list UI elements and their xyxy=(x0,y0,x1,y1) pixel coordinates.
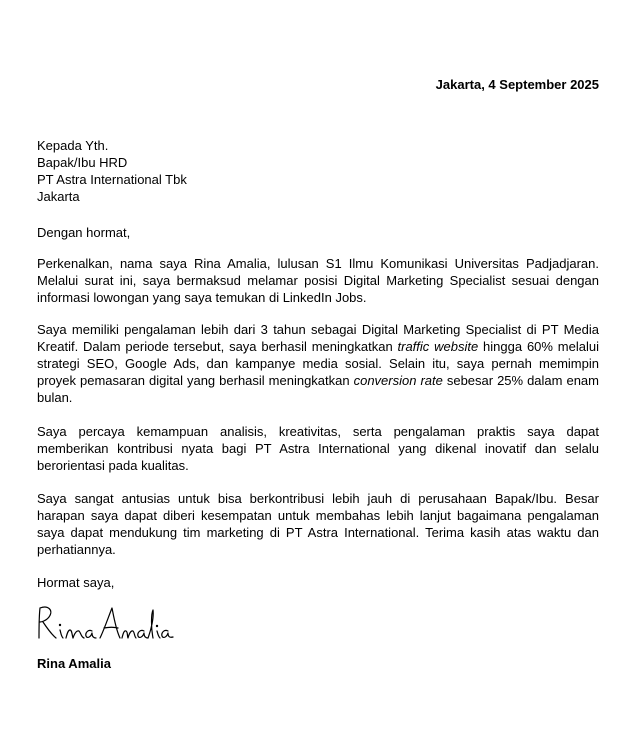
text-span: hingga 60% melalui strategi SEO, Google Ads, dan kampanye media sosial. Selain itu, saya pernah memimpin proyek pemasaran digital yang berhasil meningkatkan xyxy=(37,339,599,388)
italic-term: traffic website xyxy=(397,339,479,354)
paragraph-closing: Saya sangat antusias untuk bisa berkontribusi lebih jauh di perusahaan Bapak/Ibu. Besar harapan saya dapat diberi kesempatan untuk membahas lebih lanjut bagaimana pengalaman saya dapat mendukung tim marketing di PT Astra International. Terima kasih atas waktu dan perhatiannya. xyxy=(37,491,599,557)
italic-term: conversion rate xyxy=(353,373,443,388)
recipient-block xyxy=(37,137,187,205)
signer-name: Rina Amalia xyxy=(37,656,111,671)
greeting: Dengan hormat, xyxy=(37,225,131,240)
paragraph-introduction: Perkenalkan, nama saya Rina Amalia, lulusan S1 Ilmu Komunikasi Universitas Padjadjaran. Melalui surat ini, saya bermaksud melamar posisi Digital Marketing Specialist sesuai dengan informasi lowongan yang saya temukan di LinkedIn Jobs. xyxy=(37,256,599,305)
letter-date: Jakarta, 4 September 2025 xyxy=(435,77,599,92)
recipient-line: Bapak/Ibu HRD xyxy=(37,155,128,170)
recipient-line: Kepada Yth. xyxy=(37,138,109,153)
handwritten-signature xyxy=(30,600,180,648)
closing-salutation: Hormat saya, xyxy=(37,575,115,590)
recipient-line: Jakarta xyxy=(37,189,80,204)
paragraph-experience xyxy=(37,321,599,406)
text-span: sebesar 25% dalam enam bulan. xyxy=(37,373,599,405)
recipient-line: PT Astra International Tbk xyxy=(37,172,187,187)
paragraph-contribution: Saya percaya kemampuan analisis, kreativitas, serta pengalaman praktis saya dapat memberikan kontribusi nyata bagi PT Astra International yang dikenal inovatif dan selalu berorientasi pada kualitas. xyxy=(37,424,599,473)
text-span: Saya memiliki pengalaman lebih dari 3 tahun sebagai Digital Marketing Specialist di PT Media Kreatif. Dalam periode tersebut, saya berhasil meningkatkan xyxy=(37,322,599,354)
